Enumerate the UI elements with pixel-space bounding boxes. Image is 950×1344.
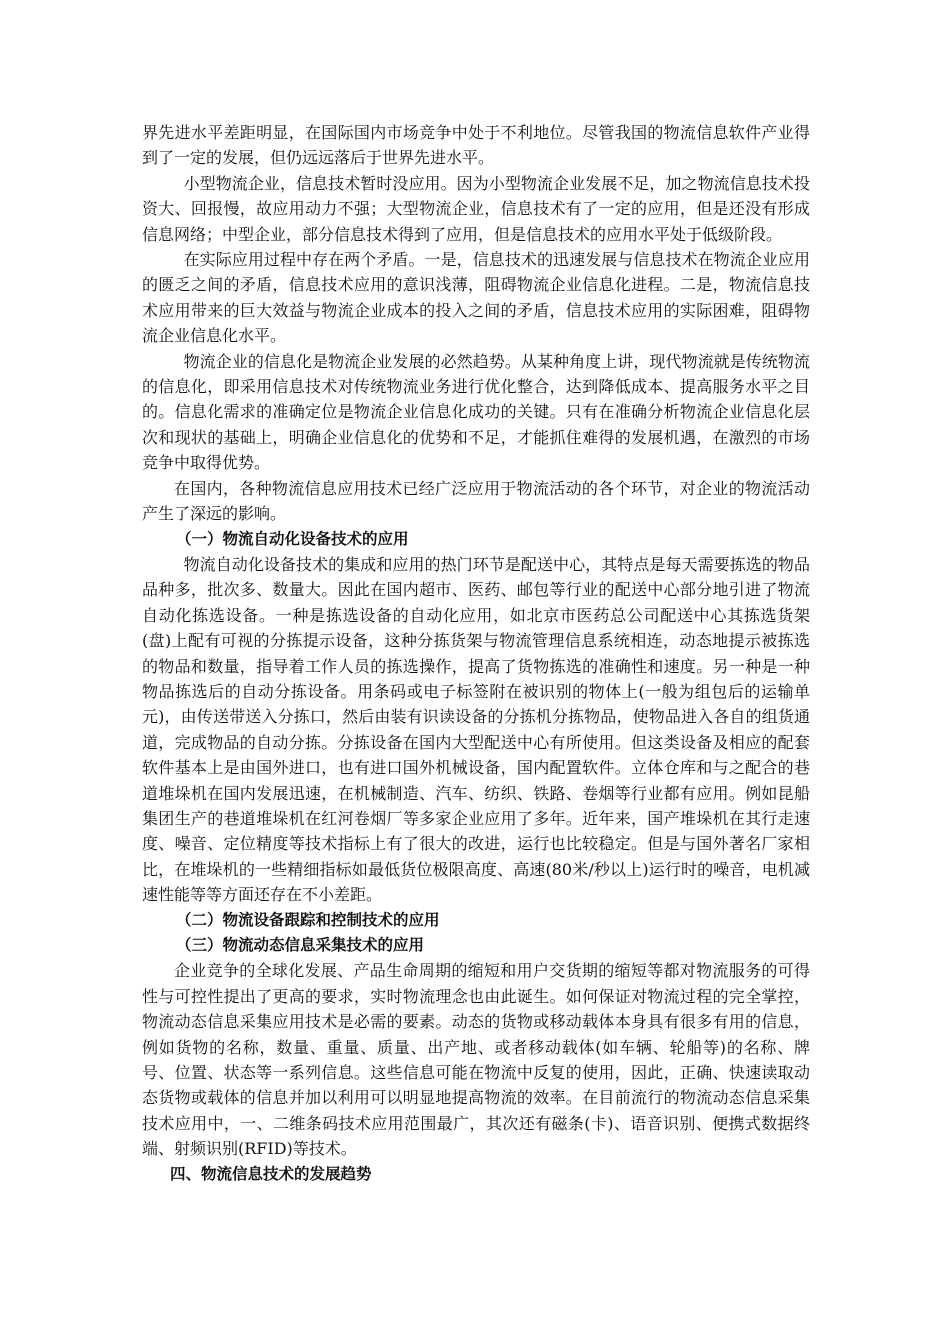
paragraph-1: 界先进水平差距明显，在国际国内市场竞争中处于不利地位。尽管我国的物流信息软件产业得到了一定的发展，但仍远远落后于世界先进水平。 (142, 123, 810, 168)
paragraph-6: 物流自动化设备技术的集成和应用的热门环节是配送中心，其特点是每天需要拣选的物品品种多，批次多、数量大。因此在国内超市、医药、邮包等行业的配送中心部分地引进了物流自动化拣选设备。一种是拣选设备的自动化应用，如北京市医药总公司配送中心其拣选货架(盘)上配有可视的分拣提示设备，这种分拣货架与物流管理信息系统相连，动态地提示被拣选的物品和数量，指导着工作人员的拣选操作，提高了货物拣选的准确性和速度。另一种是一种物品拣选后的自动分拣设备。用条码或电子标签附在被识别的物体上(一般为组包后的运输单元)，由传送带送入分拣口，然后由装有识读设备的分拣机分拣物品，使物品进入各自的组货通道，完成物品的自动分拣。分拣设备在国内大型配送中心有所使用。但这类设备及相应的配套软件基本上是由国外进口，也有进口国外机械设备，国内配置软件。立体仓库和与之配合的巷道堆垛机在国内发展迅速，在机械制造、汽车、纺织、铁路、卷烟等行业都有应用。例如昆船集团生产的巷道堆垛机在红河卷烟厂等多家企业应用了多年。近年来，国产堆垛机在其行走速度、噪音、定位精度等技术指标上有了很大的改进，运行也比较稳定。但是与国外著名厂家相比，在堆垛机的一些精细指标如最低货位极限高度、高速(80米/秒以上)运行时的噪音，电机减速性能等等方面还存在不小差距。 (142, 554, 810, 905)
paragraph-4: 物流企业的信息化是物流企业发展的必然趋势。从某种角度上讲，现代物流就是传统物流的信息化，即采用信息技术对传统物流业务进行优化整合，达到降低成本、提高服务水平之目的。信息化需求的准确定位是物流企业信息化成功的关键。只有在准确分析物流企业信息化层次和现状的基础上，明确企业信息化的优势和不足，才能抓住难得的发展机遇，在激烈的市场竞争中取得优势。 (142, 351, 810, 473)
paragraph-7: 企业竞争的全球化发展、产品生命周期的缩短和用户交货期的缩短等都对物流服务的可得性与可控性提出了更高的要求，实时物流理念也由此诞生。如何保证对物流过程的完全掌控，物流动态信息采集应用技术是必需的要素。动态的货物或移动载体本身具有很多有用的信息，例如货物的名称，数量、重量、质量、出产地、或者移动载体(如车辆、轮船等)的名称、牌号、位置、状态等一系列信息。这些信息可能在物流中反复的使用，因此，正确、快速读取动态货物或载体的信息并加以利用可以明显地提高物流的效率。在目前流行的物流动态信息采集技术应用中，一、二维条码技术应用范围最广，其次还有磁条(卡)、语音识别、便携式数据终端、射频识别(RFID)等技术。 (142, 961, 810, 1159)
paragraph-5: 在国内，各种物流信息应用技术已经广泛应用于物流活动的各个环节，对企业的物流活动产生了深远的影响。 (142, 478, 810, 524)
section-heading-1: （一）物流自动化设备技术的应用 (176, 529, 409, 548)
section-heading-2: （二）物流设备跟踪和控制技术的应用 (176, 910, 440, 929)
paragraph-2: 小型物流企业，信息技术暂时没应用。因为小型物流企业发展不足，加之物流信息技术投资大、回报慢，故应用动力不强；大型物流企业，信息技术有了一定的应用，但是还没有形成信息网络；中型企业，部分信息技术得到了应用，但是信息技术的应用水平处于低级阶段。 (142, 173, 810, 244)
section-heading-4: 四、物流信息技术的发展趋势 (170, 1164, 372, 1183)
document-page (142, 120, 810, 1187)
paragraph-3: 在实际应用过程中存在两个矛盾。一是，信息技术的迅速发展与信息技术在物流企业应用的匮乏之间的矛盾，信息技术应用的意识浅薄，阻碍物流企业信息化进程。二是，物流信息技术应用带来的巨大效益与物流企业成本的投入之间的矛盾，信息技术应用的实际困难，阻碍物流企业信息化水平。 (142, 250, 810, 346)
section-heading-3: （三）物流动态信息采集技术的应用 (176, 936, 425, 954)
